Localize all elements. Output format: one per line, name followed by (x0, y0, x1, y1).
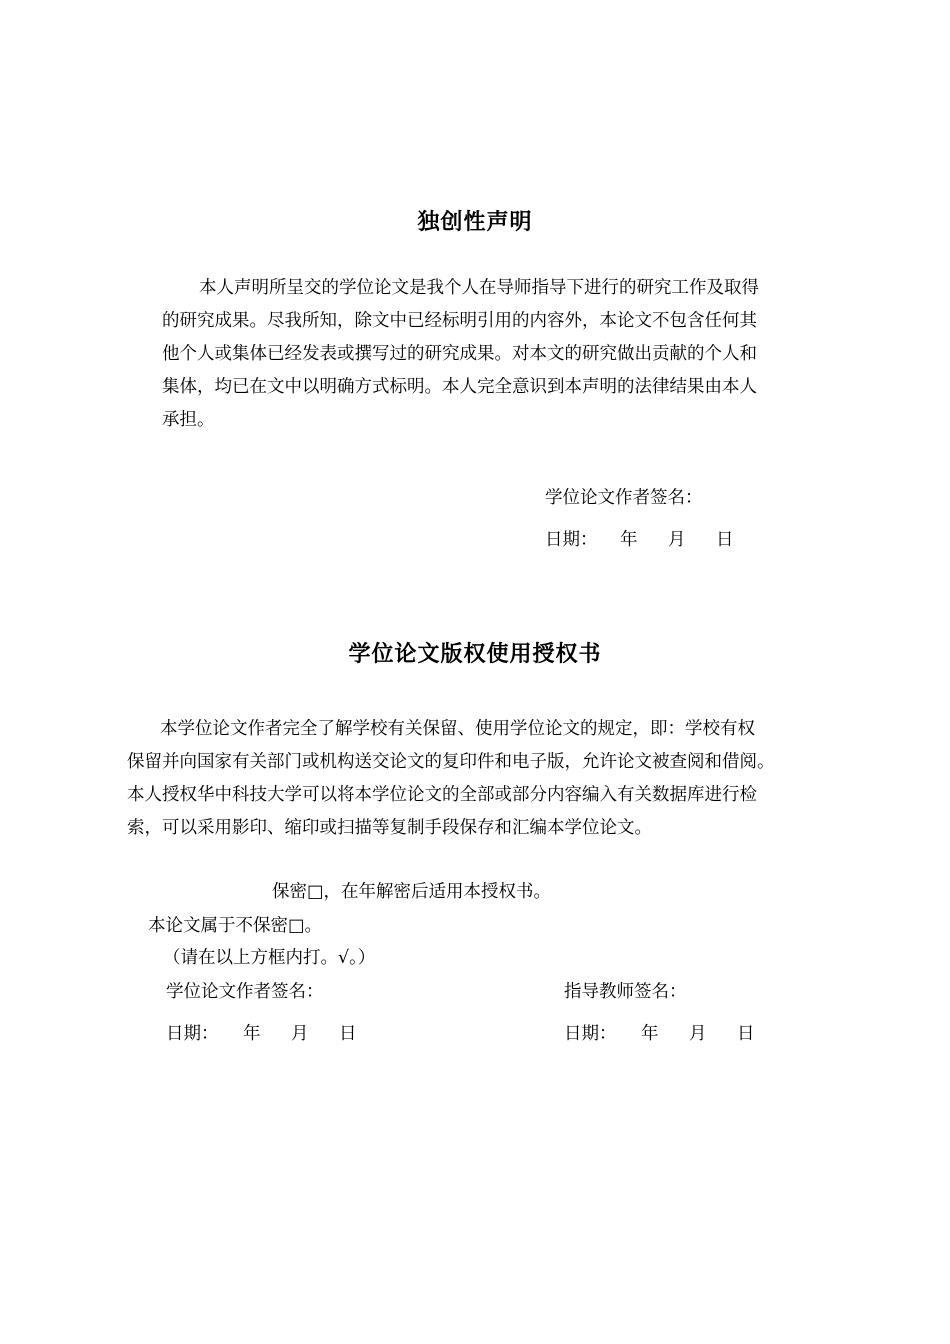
date-label: 日期： (166, 1024, 219, 1044)
declaration-line: 本人声明所呈交的学位论文是我个人在导师指导下进行的研究工作及取得 (199, 278, 759, 298)
declaration-date-row (545, 526, 734, 551)
declaration-signature-label: 学位论文作者签名： (545, 488, 703, 508)
author-date-row (166, 1020, 357, 1045)
checkbox-instruction: （请在以上方框内打。√。） (163, 948, 376, 968)
year-label: 年 (641, 1024, 659, 1044)
non-secret-option: 本论文属于不保密□。 (148, 916, 323, 936)
month-label: 月 (291, 1024, 309, 1044)
month-label: 月 (668, 530, 686, 550)
date-label: 日期： (564, 1024, 617, 1044)
advisor-date-row (564, 1020, 755, 1045)
day-label: 日 (339, 1024, 357, 1044)
day-label: 日 (737, 1024, 755, 1044)
secret-option: 保密□，在年解密后适用本授权书。 (272, 882, 552, 902)
authorization-line: 本学位论文作者完全了解学校有关保留、使用学位论文的规定，即：学校有权 (160, 719, 755, 739)
declaration-line: 的研究成果。尽我所知，除文中已经标明引用的内容外，本论文不包含任何其 (162, 311, 757, 331)
date-label: 日期： (545, 530, 598, 550)
declaration-title: 独创性声明 (417, 210, 533, 235)
authorization-title: 学位论文版权使用授权书 (348, 642, 602, 667)
authorization-line: 索，可以采用影印、缩印或扫描等复制手段保存和汇编本学位论文。 (127, 818, 652, 838)
declaration-line: 他个人或集体已经发表或撰写过的研究成果。对本文的研究做出贡献的个人和 (162, 344, 757, 364)
month-label: 月 (689, 1024, 707, 1044)
declaration-line: 集体，均已在文中以明确方式标明。本人完全意识到本声明的法律结果由本人 (162, 377, 757, 397)
declaration-line: 承担。 (162, 410, 215, 430)
authorization-line: 保留并向国家有关部门或机构送交论文的复印件和电子版，允许论文被查阅和借阅。 (127, 752, 775, 772)
author-signature-label: 学位论文作者签名： (166, 982, 324, 1002)
year-label: 年 (243, 1024, 261, 1044)
authorization-paragraph (127, 713, 775, 845)
advisor-signature-label: 指导教师签名： (564, 982, 687, 1002)
day-label: 日 (716, 530, 734, 550)
declaration-paragraph (162, 272, 759, 437)
authorization-line: 本人授权华中科技大学可以将本学位论文的全部或部分内容编入有关数据库进行检 (127, 785, 757, 805)
year-label: 年 (620, 530, 638, 550)
